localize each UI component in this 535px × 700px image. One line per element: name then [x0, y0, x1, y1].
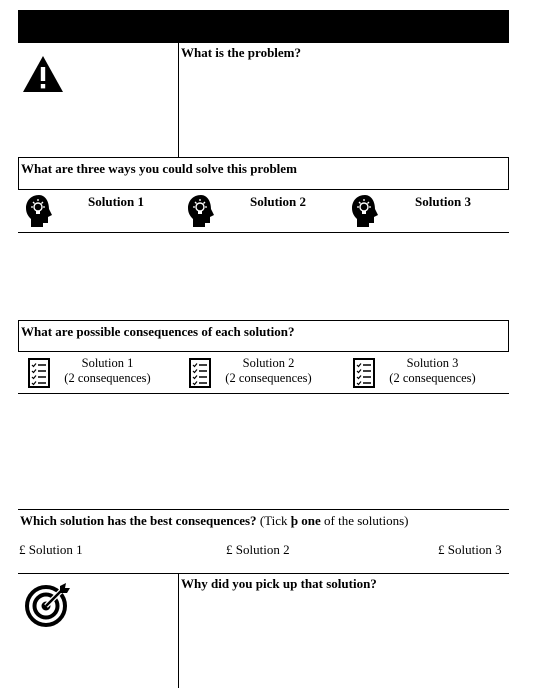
best-instruction-pre: (Tick — [256, 513, 291, 528]
option-2-label: Solution 2 — [235, 542, 290, 557]
option-solution-1[interactable] — [19, 542, 83, 558]
consequence-1-sub: (2 consequences) — [64, 371, 151, 385]
best-question-text: Which solution has the best consequences? — [20, 513, 257, 528]
why-question: Why did you pick up that solution? — [181, 576, 377, 591]
consequence-1-label: Solution 1 — [81, 356, 134, 370]
option-1-label: Solution 1 — [28, 542, 83, 557]
target-icon — [24, 582, 72, 628]
solution-2-label: Solution 2 — [250, 194, 306, 209]
tick-glyph: þ — [290, 513, 298, 528]
lightbulb-head-icon — [186, 193, 216, 229]
lightbulb-head-icon — [350, 193, 380, 229]
problem-question: What is the problem? — [181, 45, 302, 60]
option-solution-3[interactable] — [438, 542, 502, 558]
why-section-topline — [18, 573, 509, 574]
consequences-question: What are possible consequences of each solution? — [21, 324, 295, 339]
solution-3-label: Solution 3 — [415, 194, 471, 209]
checkbox-glyph[interactable]: £ — [19, 542, 26, 557]
consequence-3-label: Solution 3 — [406, 356, 459, 370]
checklist-icon — [353, 358, 375, 388]
consequences-underline — [18, 393, 509, 394]
best-instruction-one: one — [301, 513, 321, 528]
consequence-2 — [216, 356, 321, 386]
lightbulb-head-icon — [24, 193, 54, 229]
option-solution-2[interactable] — [226, 542, 290, 558]
consequence-2-sub: (2 consequences) — [225, 371, 312, 385]
checkbox-glyph[interactable]: £ — [226, 542, 233, 557]
option-3-label: Solution 3 — [447, 542, 502, 557]
checklist-icon — [28, 358, 50, 388]
consequence-3 — [380, 356, 485, 386]
consequence-2-label: Solution 2 — [242, 356, 295, 370]
solution-1-label: Solution 1 — [88, 194, 144, 209]
checkbox-glyph[interactable]: £ — [438, 542, 445, 557]
solutions-underline — [18, 232, 509, 233]
header-bar — [18, 10, 509, 43]
consequences-question-box — [18, 320, 509, 352]
solutions-question-box — [18, 157, 509, 190]
warning-icon — [22, 55, 64, 93]
consequence-3-sub: (2 consequences) — [389, 371, 476, 385]
best-section-topline — [18, 509, 509, 510]
checklist-icon — [189, 358, 211, 388]
solutions-question: What are three ways you could solve this problem — [21, 161, 297, 176]
consequence-1 — [55, 356, 160, 386]
why-divider — [178, 573, 179, 688]
best-instruction-post: of the solutions) — [320, 513, 409, 528]
best-question — [20, 513, 409, 529]
problem-divider — [178, 43, 179, 158]
